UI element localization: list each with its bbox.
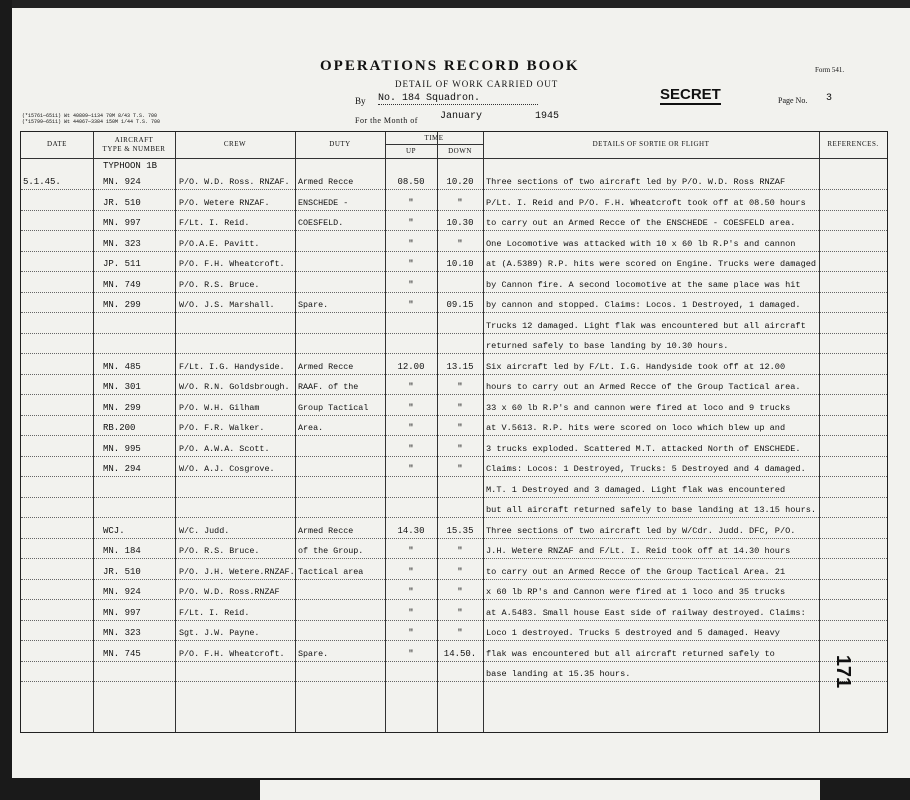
row-crew: P/O. W.D. Ross.RNZAF [179, 587, 280, 597]
col-header-aircraft: AIRCRAFT TYPE & NUMBER [102, 136, 166, 153]
row-aircraft: MN. 294 [103, 464, 141, 474]
row-crew: P/O. F.R. Walker. [179, 423, 265, 433]
row-details: returned safely to base landing by 10.30 hours. [486, 341, 729, 351]
page-number: 3 [826, 93, 833, 104]
row-details: 3 trucks exploded. Scattered M.T. attacked North of ENSCHEDE. [486, 443, 801, 454]
row-aircraft: MN. 485 [103, 361, 141, 372]
row-aircraft: MN. 323 [103, 238, 141, 249]
row-crew: W/O. J.S. Marshall. [179, 300, 275, 310]
row-details: to carry out an Armed Recce of the Group Tactical Area. 21 [486, 566, 786, 577]
row-details: base landing at 15.35 hours. [486, 669, 631, 679]
row-aircraft: MN. 997 [103, 218, 141, 228]
row-aircraft: JP. 511 [103, 259, 141, 269]
row-details: 33 x 60 lb R.P's and cannon were fired at loco and 9 trucks [486, 402, 791, 413]
row-up: " [408, 382, 414, 392]
row-aircraft: WCJ. [103, 525, 125, 536]
row-up: " [408, 300, 414, 310]
month-value: January [440, 111, 483, 122]
row-crew: F/Lt. I. Reid. [179, 218, 250, 228]
row-crew: P/O. F.H. Wheatcroft. [179, 648, 285, 659]
row-crew: P/O. R.S. Bruce. [179, 279, 260, 290]
row-details: Six aircraft led by F/Lt. I.G. Handyside took off at 12.00 [486, 361, 786, 372]
row-up: " [408, 218, 414, 228]
row-details: Loco 1 destroyed. Trucks 5 destroyed and 5 damaged. Heavy [486, 628, 780, 638]
squadron-value: No. 184 Squadron. [378, 93, 538, 105]
row-down: 15.35 [446, 525, 474, 536]
row-down: " [457, 382, 463, 392]
row-down: " [457, 443, 463, 454]
row-down: 13.15 [446, 361, 474, 372]
row-duty: Group Tactical [298, 402, 369, 413]
row-duty: Area. [298, 423, 324, 433]
row-down: " [457, 464, 463, 474]
row-duty: Tactical area [298, 566, 364, 577]
row-down: " [457, 587, 463, 597]
row-up: 08.50 [397, 177, 425, 187]
page-label: Page No. [778, 96, 808, 105]
row-crew: P/O. J.H. Wetere.RNZAF. [179, 566, 295, 577]
scan-edge-top [0, 0, 910, 8]
row-details: but all aircraft returned safely to base landing at 13.15 hours. [486, 505, 817, 515]
row-down: " [457, 197, 463, 208]
print-info: (*15761—6511) Wt 40809—1134 70M 8/43 T.S. 700 (*15799—6511) Wt 44067—3384 150M 1/44 T.S. 700 [22, 113, 161, 125]
col-header-crew: CREW [223, 140, 247, 148]
row-aircraft: MN. 995 [103, 443, 141, 454]
row-details: flak was encountered but all aircraft returned safely to [486, 648, 775, 659]
row-aircraft: MN. 301 [103, 382, 141, 392]
row-down: 10.20 [446, 177, 474, 187]
year-value: 1945 [535, 111, 560, 122]
row-details: at A.5483. Small house East side of railway destroyed. Claims: [486, 607, 806, 618]
row-up: 14.30 [397, 525, 425, 536]
row-up: 12.00 [397, 361, 425, 372]
row-details: P/Lt. I. Reid and P/O. F.H. Wheatcroft took off at 08.50 hours [486, 197, 806, 208]
row-up: " [408, 566, 414, 577]
row-details: by Cannon fire. A second locomotive at the same place was hit [486, 279, 801, 290]
row-crew: P/O. F.H. Wheatcroft. [179, 259, 285, 269]
row-details: M.T. 1 Destroyed and 3 damaged. Light flak was encountered [486, 484, 786, 495]
row-up: " [408, 443, 414, 454]
row-up: " [408, 628, 414, 638]
row-aircraft: JR. 510 [103, 566, 141, 577]
row-duty: Armed Recce [298, 177, 354, 187]
form-subtitle: DETAIL OF WORK CARRIED OUT [395, 79, 559, 89]
row-details: to carry out an Armed Recce of the ENSCHEDE - COESFELD area. [486, 218, 796, 228]
row-details: Claims: Locos: 1 Destroyed, Trucks: 5 Destroyed and 4 damaged. [486, 464, 806, 474]
row-down: 14.50. [443, 648, 477, 659]
row-aircraft: MN. 299 [103, 300, 141, 310]
row-down: 10.10 [446, 259, 474, 269]
col-header-references: REFERENCES. [827, 140, 879, 148]
row-duty: Armed Recce [298, 361, 354, 372]
row-aircraft: MN. 745 [103, 648, 141, 659]
row-duty: ENSCHEDE - [298, 197, 349, 208]
row-up: " [408, 259, 414, 269]
row-aircraft: MN. 924 [103, 587, 141, 597]
by-label: By [355, 96, 366, 106]
row-down: " [457, 402, 463, 413]
row-aircraft: MN. 749 [103, 279, 141, 290]
row-up: " [408, 238, 414, 249]
scan-paper-edge [260, 780, 820, 800]
form-title: OPERATIONS RECORD BOOK [320, 58, 580, 74]
row-down: " [457, 546, 463, 556]
row-down: 09.15 [446, 300, 474, 310]
row-duty: RAAF. of the [298, 382, 359, 392]
row-crew: P/O. W.D. Ross. RNZAF. [179, 177, 290, 187]
row-details: One Locomotive was attacked with 10 x 60 lb R.P's and cannon [486, 238, 796, 249]
col-header-date: DATE [47, 140, 67, 148]
row-details: by cannon and stopped. Claims: Locos. 1 Destroyed, 1 damaged. [486, 300, 801, 310]
row-details: at (A.5389) R.P. hits were scored on Engine. Trucks were damaged [486, 259, 817, 269]
row-up: " [408, 587, 414, 597]
col-header-duty: DUTY [329, 140, 351, 148]
col-header-down: DOWN [448, 147, 472, 155]
row-details: Three sections of two aircraft led by W/Cdr. Judd. DFC, P/O. [486, 525, 796, 536]
row-up: " [408, 546, 414, 556]
month-label: For the Month of [355, 116, 418, 125]
page-stamp: 171 [832, 654, 855, 689]
row-details: J.H. Wetere RNZAF and F/Lt. I. Reid took off at 14.30 hours [486, 546, 791, 556]
row-aircraft: MN. 924 [103, 177, 141, 187]
row-details: x 60 lb RP's and Cannon were fired at 1 loco and 35 trucks [486, 587, 786, 597]
row-up: " [408, 648, 414, 659]
row-crew: Sgt. J.W. Payne. [179, 628, 260, 638]
row-up: " [408, 464, 414, 474]
row-down: " [457, 423, 463, 433]
row-duty: COESFELD. [298, 218, 344, 228]
row-duty: Armed Recce [298, 525, 354, 536]
record-table [20, 131, 888, 733]
row-crew: P/O. Wetere RNZAF. [179, 197, 270, 208]
scan-edge-left [0, 0, 12, 800]
row-crew: P/O. W.H. Gilham [179, 402, 260, 413]
row-down: " [457, 628, 463, 638]
row-up: " [408, 402, 414, 413]
form-number: Form 541. [815, 66, 845, 74]
row-crew: P/O. R.S. Bruce. [179, 546, 260, 556]
row-aircraft: RB.200 [103, 423, 136, 433]
row-up: " [408, 197, 414, 208]
row-aircraft: MN. 997 [103, 607, 141, 618]
row-crew: P/O.A.E. Pavitt. [179, 238, 260, 249]
row-down: 10.30 [446, 218, 474, 228]
row-crew: W/O. R.N. Goldsbrough. [179, 382, 290, 392]
col-header-details: DETAILS OF SORTIE OR FLIGHT [592, 140, 710, 148]
row-up: " [408, 279, 414, 290]
row-up: " [408, 607, 414, 618]
row-crew: W/O. A.J. Cosgrove. [179, 464, 275, 474]
row-details: Three sections of two aircraft led by P/O. W.D. Ross RNZAF [486, 177, 786, 187]
row-aircraft: MN. 299 [103, 402, 141, 413]
secret-stamp: SECRET [660, 86, 721, 103]
row-duty: Spare. [298, 300, 329, 310]
row-duty: Spare. [298, 648, 329, 659]
aircraft-type: TYPHOON 1B [103, 161, 158, 171]
row-duty: of the Group. [298, 546, 364, 556]
row-down: " [457, 238, 463, 249]
row-details: hours to carry out an Armed Recce of the Group Tactical area. [486, 382, 801, 392]
row-crew: F/Lt. I.G. Handyside. [179, 361, 285, 372]
col-header-time: TIME [424, 134, 444, 142]
row-aircraft: JR. 510 [103, 197, 141, 208]
row-crew: F/Lt. I. Reid. [179, 607, 250, 618]
row-up: " [408, 423, 414, 433]
row-down: " [457, 607, 463, 618]
row-crew: P/O. A.W.A. Scott. [179, 443, 270, 454]
row-details: Trucks 12 damaged. Light flak was encountered but all aircraft [486, 320, 806, 331]
row-details: at V.5613. R.P. hits were scored on loco which blew up and [486, 423, 786, 433]
row-aircraft: MN. 184 [103, 546, 141, 556]
row-crew: W/C. Judd. [179, 525, 230, 536]
row-date: 5.1.45. [23, 177, 61, 187]
row-aircraft: MN. 323 [103, 628, 141, 638]
col-header-up: UP [406, 147, 416, 155]
row-down: " [457, 566, 463, 577]
